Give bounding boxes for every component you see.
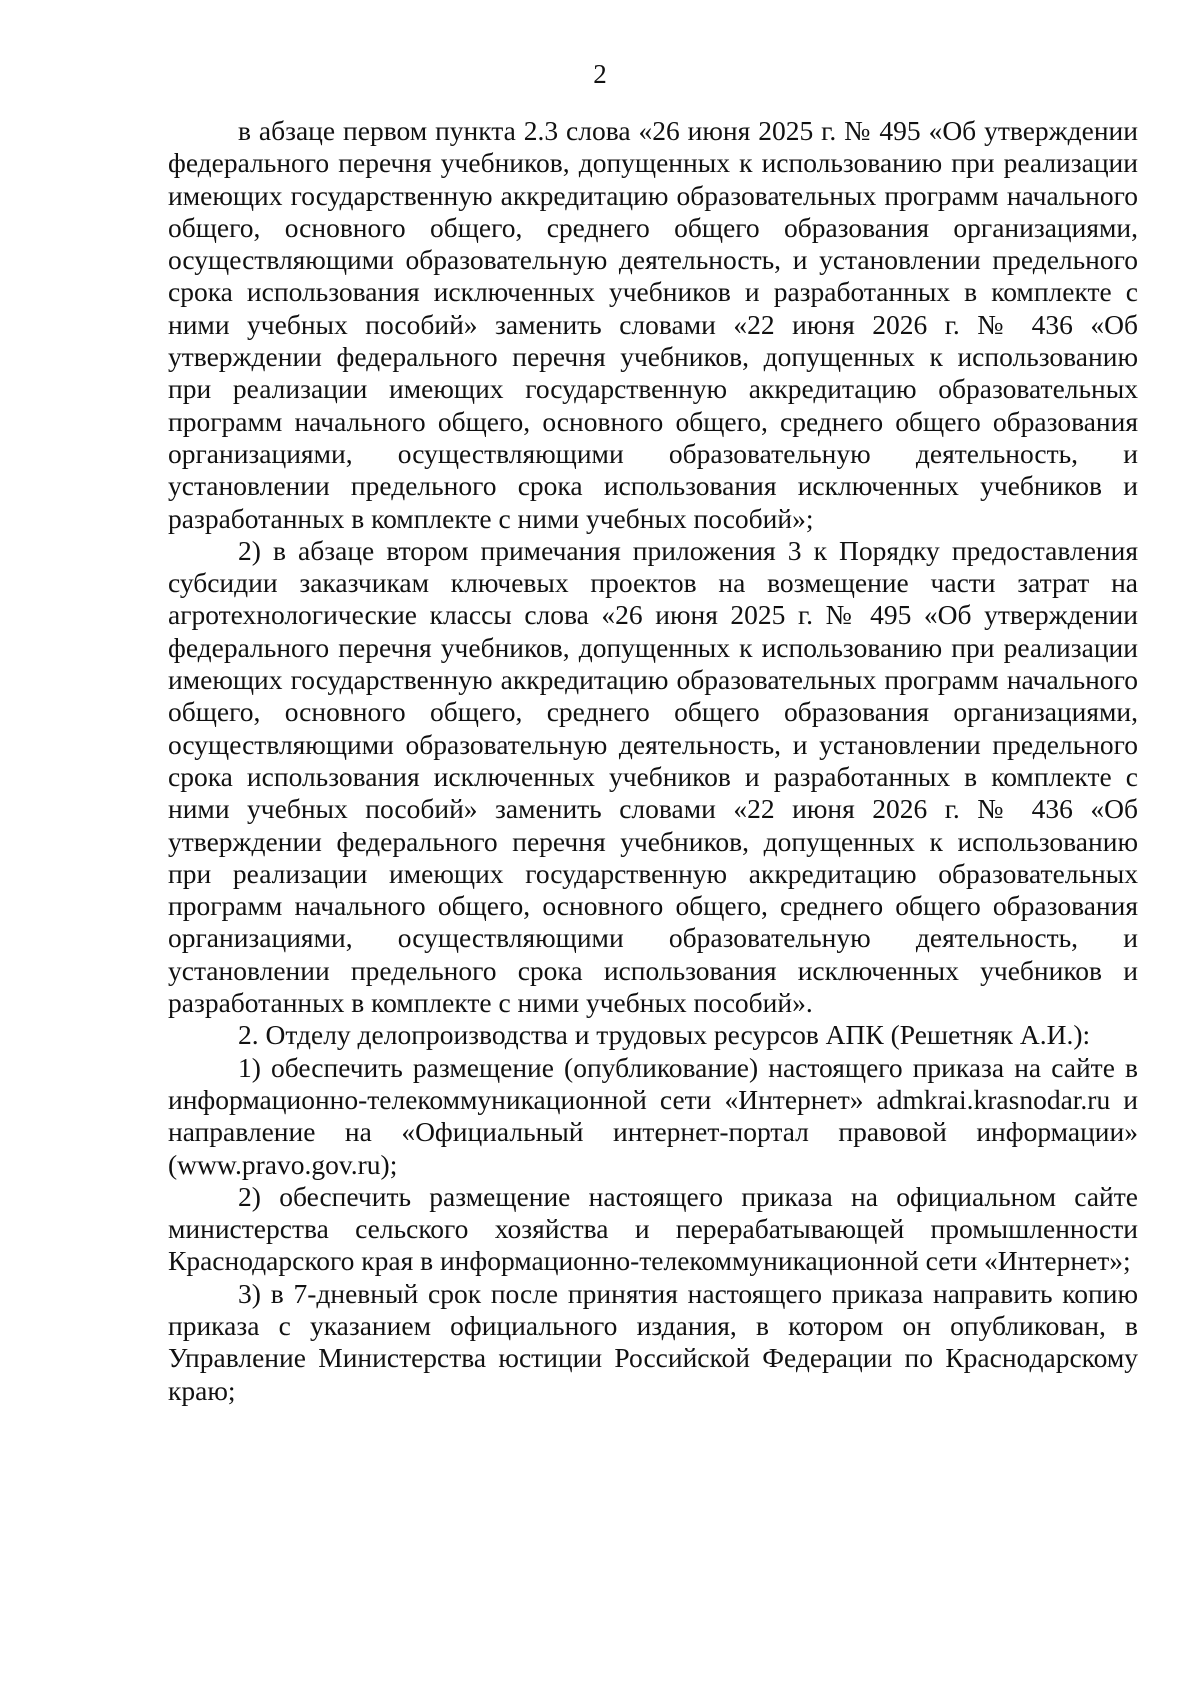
paragraph-task-1: 1) обеспечить размещение (опубликование) настоящего приказа на сайте в информационно-телекоммуникационной сети «Интернет» admkrai.krasnodar.ru и направление на «Официальный интернет-портал правовой информации» (www.pravo.gov.ru); bbox=[168, 1051, 1138, 1180]
page-number: 2 bbox=[593, 59, 607, 89]
paragraph-section-2: 2. Отделу делопроизводства и трудовых ресурсов АПК (Решетняк А.И.): bbox=[238, 1019, 1091, 1051]
paragraph-item-2: 2) в абзаце втором примечания приложения 3 к Порядку предоставления субсидии заказчикам ключевых проектов на возмещение части затрат на агротехнологические классы слова «26 июня 2025 г. № 495 «Об утверждении федерального перечня учебников, допущенных к использованию при реализации имеющих государственную аккредитацию образовательных программ начального общего, основного общего, среднего общего образования организациями, осуществляющими образовательную деятельность, и установлении предельного срока использования исключенных учебников и разработанных в комплекте с ними учебных пособий» заменить словами «22 июня 2026 г. № 436 «Об утверждении федерального перечня учебников, допущенных к использованию при реализации имеющих государственную аккредитацию образовательных программ начального общего, основного общего, среднего общего образования организациями, осуществляющими образовательную деятельность, и установлении предельного срока использования исключенных учебников и разработанных в комплекте с ними учебных пособий». bbox=[168, 534, 1138, 1019]
document-body bbox=[168, 115, 1138, 1407]
paragraph-amendment-2-3: в абзаце первом пункта 2.3 слова «26 июня 2025 г. № 495 «Об утверждении федерального перечня учебников, допущенных к использованию при реализации имеющих государственную аккредитацию образовательных программ начального общего, основного общего, среднего общего образования организациями, осуществляющими образовательную деятельность, и установлении предельного срока использования исключенных учебников и разработанных в комплекте с ними учебных пособий» заменить словами «22 июня 2026 г. № 436 «Об утверждении федерального перечня учебников, допущенных к использованию при реализации имеющих государственную аккредитацию образовательных программ начального общего, основного общего, среднего общего образования организациями, осуществляющими образовательную деятельность, и установлении предельного срока использования исключенных учебников и разработанных в комплекте с ними учебных пособий»; bbox=[168, 115, 1138, 534]
paragraph-task-3: 3) в 7-дневный срок после принятия настоящего приказа направить копию приказа с указанием официального издания, в котором он опубликован, в Управление Министерства юстиции Российской Федерации по Краснодарскому краю; bbox=[168, 1277, 1138, 1406]
paragraph-task-2: 2) обеспечить размещение настоящего приказа на официальном сайте министерства сельского хозяйства и перерабатывающей промышленности Краснодарского края в информационно-телекоммуникационной сети «Интернет»; bbox=[168, 1180, 1138, 1277]
